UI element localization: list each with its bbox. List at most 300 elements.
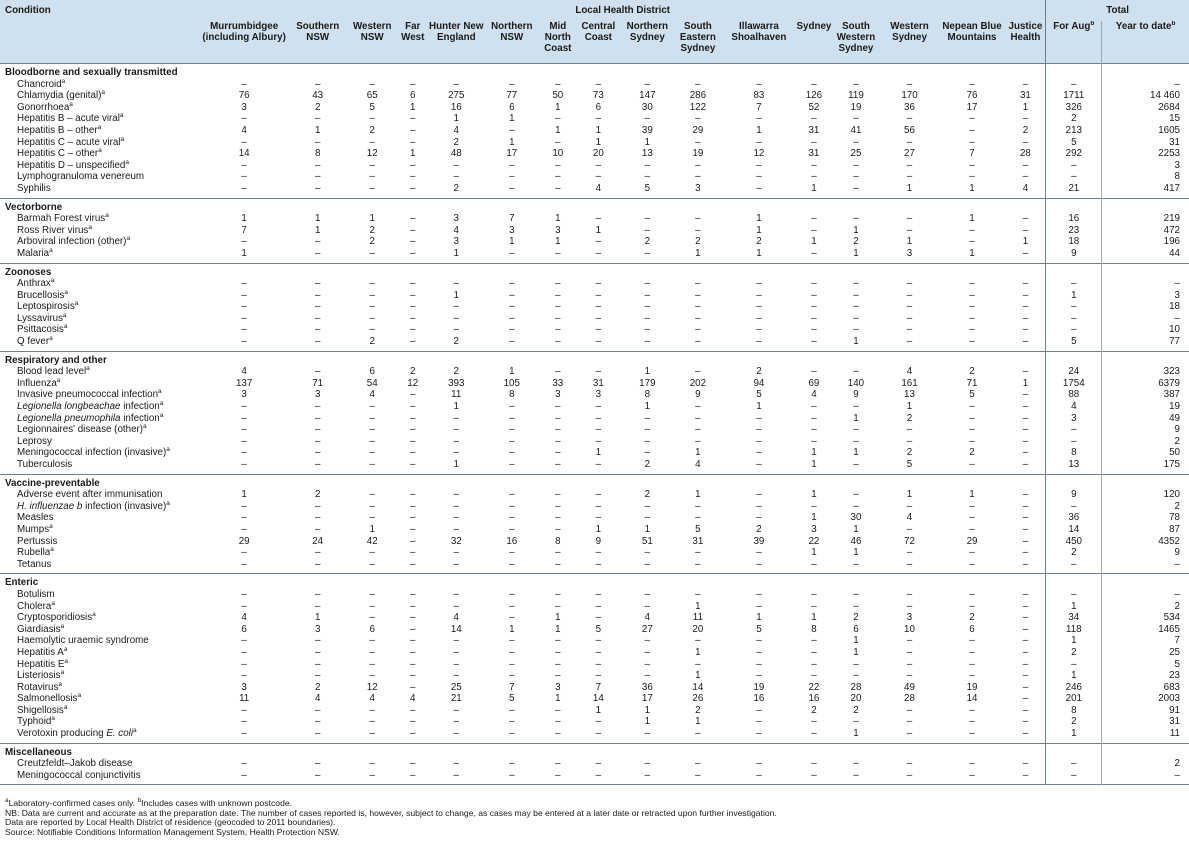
district-cell: – <box>241 600 247 612</box>
district-cell: – <box>969 758 975 770</box>
district-cell: – <box>241 588 247 600</box>
district-cell: – <box>595 758 602 770</box>
district-cell: – <box>695 136 701 148</box>
district-cell: – <box>811 113 817 125</box>
total-ytd-cell: 175 <box>1102 459 1189 474</box>
total-month-cell: 3 <box>1046 413 1102 425</box>
district-cell: 2 <box>644 459 651 470</box>
district-cell: – <box>241 769 247 781</box>
district-cell: – <box>369 78 375 90</box>
district-cell: 1 <box>969 489 975 501</box>
district-cell: – <box>369 658 375 670</box>
district-cell: – <box>595 324 602 336</box>
total-ytd-cell: 2 <box>1102 501 1189 513</box>
total-ytd-cell: 323 <box>1102 366 1189 378</box>
district-cell: – <box>555 289 561 301</box>
total-ytd-cell: 50 <box>1102 447 1189 459</box>
district-cell: 8 <box>555 535 561 547</box>
district-cell: – <box>906 324 913 336</box>
district-cell: 31 <box>692 535 704 547</box>
district-cell: – <box>241 182 247 194</box>
district-cell: – <box>595 716 602 728</box>
total-month-cell: 23 <box>1046 225 1102 237</box>
district-cell: 26 <box>692 693 704 705</box>
table-row <box>0 171 1189 183</box>
district-cell: – <box>314 301 321 313</box>
district-cell: – <box>314 716 321 728</box>
district-cell: 119 <box>848 90 864 102</box>
district-cell: – <box>644 558 651 570</box>
district-cell: – <box>644 171 651 183</box>
district-cell: 3 <box>509 224 515 236</box>
district-cell: – <box>453 489 459 501</box>
district-cell: – <box>410 489 416 501</box>
district-cell: – <box>314 182 321 194</box>
district-cell: – <box>314 459 321 470</box>
table-row <box>0 102 1189 114</box>
district-cell: – <box>1022 78 1029 90</box>
district-cell: – <box>756 512 762 524</box>
district-cell: – <box>695 159 701 171</box>
total-month-cell: 88 <box>1046 389 1102 401</box>
district-cell: 3 <box>314 389 321 401</box>
district-cell: – <box>314 769 321 781</box>
table-row <box>0 682 1189 694</box>
district-cell: 1 <box>453 247 459 259</box>
district-cell: 2 <box>644 489 651 501</box>
district-cell: – <box>555 758 561 770</box>
district-cell: – <box>410 523 416 535</box>
district-cell: – <box>509 336 515 348</box>
district-cell: – <box>644 512 651 524</box>
district-cell: – <box>369 500 375 512</box>
district-cell: 179 <box>639 377 656 389</box>
district-cell: – <box>369 459 375 470</box>
district-cell: – <box>555 459 561 470</box>
district-cell: – <box>853 159 859 171</box>
district-header-row <box>0 21 1189 64</box>
district-cell: – <box>314 366 321 378</box>
district-cell: – <box>595 646 602 658</box>
total-ytd-cell: 14 460 <box>1102 90 1189 102</box>
total-ytd-cell: – <box>1102 278 1189 290</box>
district-cell: 3 <box>241 101 247 113</box>
district-cell: – <box>695 289 701 301</box>
district-cell: 48 <box>450 148 462 160</box>
district-cell: – <box>811 716 817 728</box>
district-cell: – <box>509 646 515 658</box>
district-cell: 3 <box>453 213 459 225</box>
table-row <box>0 447 1189 459</box>
district-cell: 7 <box>509 681 515 693</box>
district-cell: – <box>595 512 602 524</box>
district-cell: – <box>314 670 321 682</box>
district-cell: – <box>595 728 602 740</box>
total-month-cell: – <box>1046 589 1102 601</box>
district-cell: 50 <box>552 90 564 102</box>
district-cell: 2 <box>756 366 762 378</box>
total-month-cell: – <box>1046 436 1102 448</box>
total-month-cell: 9 <box>1046 489 1102 501</box>
total-ytd-cell: 9 <box>1102 547 1189 559</box>
district-cell: – <box>756 424 762 436</box>
total-ytd-cell: 15 <box>1102 113 1189 125</box>
district-cell: – <box>644 278 651 290</box>
total-month-cell: 8 <box>1046 447 1102 459</box>
district-cell: 1 <box>555 213 561 225</box>
total-month-cell: 1754 <box>1046 378 1102 390</box>
header-spacer <box>0 21 200 64</box>
district-cell: – <box>509 278 515 290</box>
district-cell: – <box>410 78 416 90</box>
district-cell: 31 <box>1019 90 1031 102</box>
district-cell: – <box>453 424 459 436</box>
section-group <box>0 198 1189 263</box>
district-cell: – <box>906 558 913 570</box>
district-cell: – <box>969 716 975 728</box>
district-cell: 71 <box>312 377 324 389</box>
district-cell: – <box>695 301 701 313</box>
district-cell: 1 <box>853 412 859 424</box>
condition-name: Giardiasis$^a$ <box>17 623 65 635</box>
district-cell: – <box>241 512 247 524</box>
district-cell: – <box>811 401 817 413</box>
total-month-cell: 1711 <box>1046 90 1102 102</box>
lhd-group-header: Local Health District <box>200 0 1046 21</box>
district-cell: 2 <box>695 704 701 716</box>
district-cell: – <box>853 78 859 90</box>
district-cell: 5 <box>369 101 375 113</box>
district-cell: 6 <box>410 90 416 102</box>
district-cell: 1 <box>453 289 459 301</box>
district-cell: 20 <box>692 623 704 635</box>
district-cell: – <box>1022 512 1029 524</box>
district-cell: – <box>555 401 561 413</box>
district-cell: – <box>969 278 975 290</box>
district-cell: – <box>756 547 762 559</box>
district-cell: 286 <box>689 90 707 102</box>
district-cell: 4 <box>644 612 651 624</box>
district-cell: 17 <box>641 693 653 705</box>
district-cell: – <box>410 512 416 524</box>
district-cell: – <box>969 523 975 535</box>
district-cell: 1 <box>241 489 247 501</box>
district-cell: – <box>555 670 561 682</box>
district-cell: 2 <box>314 681 321 693</box>
condition-name: Haemolytic uraemic syndrome <box>17 635 149 647</box>
condition-name: Malaria$^a$ <box>17 247 53 259</box>
district-cell: 3 <box>555 389 561 401</box>
total-month-cell: – <box>1046 770 1102 785</box>
table-row <box>0 612 1189 624</box>
district-cell: – <box>509 635 515 647</box>
district-cell: – <box>369 547 375 559</box>
district-cell: – <box>369 182 375 194</box>
district-cell: – <box>756 447 762 459</box>
total-ytd-cell: 78 <box>1102 512 1189 524</box>
total-ytd-cell: 2253 <box>1102 148 1189 160</box>
total-month-cell: 213 <box>1046 125 1102 137</box>
district-cell: – <box>314 635 321 647</box>
district-cell: 17 <box>966 101 978 113</box>
condition-name: Invasive pneumococcal infection$^a$ <box>17 389 162 401</box>
district-cell: – <box>969 78 975 90</box>
condition-name: Lyssavirus$^a$ <box>17 312 67 324</box>
district-cell: – <box>1022 612 1029 624</box>
district-cell: – <box>695 588 701 600</box>
district-header: Northern Sydney <box>620 21 674 64</box>
condition-name: Cholera$^a$ <box>17 600 55 612</box>
district-cell: – <box>644 336 651 348</box>
district-cell: – <box>595 278 602 290</box>
district-cell: – <box>906 424 913 436</box>
district-cell: – <box>555 336 561 348</box>
district-cell: 1 <box>811 236 817 248</box>
district-cell: – <box>509 435 515 447</box>
district-cell: 2 <box>969 612 975 624</box>
district-cell: – <box>595 658 602 670</box>
district-cell: – <box>853 424 859 436</box>
table-header <box>0 0 1189 64</box>
district-cell: 137 <box>235 377 253 389</box>
total-ytd-cell: 23 <box>1102 670 1189 682</box>
district-cell: 3 <box>314 623 321 635</box>
district-cell: – <box>853 401 859 413</box>
total-month-cell: 34 <box>1046 612 1102 624</box>
condition-name: Rotavirus$^a$ <box>17 681 63 693</box>
district-cell: – <box>410 124 416 136</box>
district-cell: – <box>453 512 459 524</box>
condition-name: Meningococcal conjunctivitis <box>17 769 141 781</box>
district-cell: – <box>1022 558 1029 570</box>
district-cell: – <box>906 159 913 171</box>
district-cell: 1 <box>644 401 651 413</box>
total-ytd-cell: 18 <box>1102 301 1189 313</box>
district-cell: – <box>410 401 416 413</box>
condition-name: Hepatitis $E^a$ <box>17 658 68 670</box>
district-cell: – <box>595 547 602 559</box>
district-cell: – <box>410 728 416 740</box>
district-cell: – <box>410 424 416 436</box>
district-cell: – <box>969 459 975 470</box>
district-cell: 140 <box>847 377 865 389</box>
total-month-cell: 201 <box>1046 693 1102 705</box>
condition-name: Botulism <box>17 588 55 600</box>
district-cell: – <box>241 401 247 413</box>
total-ytd-cell: 1465 <box>1102 624 1189 636</box>
district-cell: 65 <box>366 90 378 102</box>
district-cell: 1 <box>756 213 762 225</box>
district-cell: 30 <box>641 101 653 113</box>
total-ytd-cell: 2 <box>1102 758 1189 770</box>
district-cell: 14 <box>238 148 250 160</box>
district-cell: – <box>906 136 913 148</box>
district-cell: – <box>853 171 859 183</box>
district-cell: – <box>969 124 975 136</box>
section-title: Miscellaneous <box>5 746 72 758</box>
district-cell: 54 <box>366 377 378 389</box>
district-cell: – <box>644 600 651 612</box>
district-cell: 5 <box>969 389 975 401</box>
district-cell: – <box>969 704 975 716</box>
section-group <box>0 263 1189 351</box>
district-cell: – <box>314 236 321 248</box>
district-cell: – <box>906 213 913 225</box>
table-row <box>0 589 1189 601</box>
district-cell: – <box>1022 278 1029 290</box>
district-cell: – <box>1022 670 1029 682</box>
district-cell: 4 <box>906 366 913 378</box>
district-cell: – <box>509 523 515 535</box>
district-cell: – <box>509 547 515 559</box>
district-cell: 31 <box>808 124 820 136</box>
district-cell: 22 <box>808 681 820 693</box>
district-cell: – <box>410 412 416 424</box>
district-cell: – <box>695 412 701 424</box>
district-cell: 1 <box>695 670 701 682</box>
district-cell: – <box>453 658 459 670</box>
district-cell: – <box>756 182 762 194</box>
district-cell: – <box>906 500 913 512</box>
district-header: Western NSW <box>347 21 397 64</box>
district-header: Mid North Coast <box>539 21 576 64</box>
district-cell: – <box>1022 769 1029 781</box>
section-header-row <box>0 198 1189 213</box>
district-cell: 1 <box>906 489 913 501</box>
condition-name: Meningococcal infection (invasive)$^a$ <box>17 447 170 459</box>
district-cell: 1 <box>756 401 762 413</box>
table-row <box>0 413 1189 425</box>
district-cell: 32 <box>450 535 462 547</box>
district-cell: – <box>811 646 817 658</box>
district-cell: – <box>1022 523 1029 535</box>
district-cell: 25 <box>850 148 862 160</box>
district-cell: 1 <box>1022 236 1029 248</box>
district-cell: – <box>369 716 375 728</box>
district-cell: – <box>555 312 561 324</box>
total-month-cell: 1 <box>1046 670 1102 682</box>
section-header-row <box>0 474 1189 489</box>
district-cell: 1 <box>853 447 859 459</box>
district-cell: – <box>1022 401 1029 413</box>
district-cell: – <box>644 588 651 600</box>
total-ytd-cell: 87 <box>1102 524 1189 536</box>
district-cell: – <box>811 312 817 324</box>
district-cell: – <box>509 600 515 612</box>
district-cell: – <box>811 171 817 183</box>
district-cell: 3 <box>241 681 247 693</box>
district-cell: – <box>410 612 416 624</box>
district-cell: – <box>644 113 651 125</box>
district-cell: – <box>811 224 817 236</box>
total-group-header: Total <box>1046 0 1189 21</box>
district-cell: – <box>410 623 416 635</box>
district-cell: – <box>509 324 515 336</box>
district-cell: 1 <box>453 401 459 413</box>
total-ytd-cell: 387 <box>1102 389 1189 401</box>
district-cell: – <box>410 159 416 171</box>
district-cell: – <box>695 113 701 125</box>
district-cell: 14 <box>692 681 704 693</box>
district-cell: – <box>241 424 247 436</box>
district-cell: 1 <box>555 623 561 635</box>
district-cell: 39 <box>641 124 653 136</box>
district-cell: – <box>969 324 975 336</box>
district-cell: 3 <box>595 389 602 401</box>
table-row <box>0 635 1189 647</box>
district-cell: – <box>969 301 975 313</box>
district-cell: – <box>369 289 375 301</box>
district-cell: – <box>555 728 561 740</box>
total-ytd-cell: 9 <box>1102 424 1189 436</box>
district-cell: – <box>756 704 762 716</box>
district-cell: – <box>906 336 913 348</box>
district-cell: 1 <box>695 489 701 501</box>
total-ytd-cell: 25 <box>1102 647 1189 659</box>
district-cell: 83 <box>753 90 765 102</box>
district-cell: – <box>969 646 975 658</box>
district-cell: 28 <box>1019 148 1031 160</box>
district-cell: – <box>1022 424 1029 436</box>
district-cell: 16 <box>506 535 518 547</box>
district-cell: 2 <box>1022 124 1029 136</box>
district-cell: – <box>410 213 416 225</box>
table-row <box>0 728 1189 743</box>
table-row <box>0 459 1189 474</box>
district-cell: 1 <box>595 447 602 459</box>
district-cell: – <box>241 159 247 171</box>
district-cell: – <box>453 523 459 535</box>
district-cell: – <box>509 558 515 570</box>
district-cell: 1 <box>853 547 859 559</box>
total-month-cell: 8 <box>1046 705 1102 717</box>
district-cell: – <box>695 366 701 378</box>
table-row <box>0 401 1189 413</box>
district-cell: – <box>453 670 459 682</box>
district-cell: 27 <box>641 623 653 635</box>
district-cell: – <box>644 247 651 259</box>
total-ytd-cell: 2 <box>1102 436 1189 448</box>
district-cell: – <box>241 278 247 290</box>
district-cell: 1 <box>811 489 817 501</box>
section-header-row <box>0 351 1189 366</box>
district-cell: 1 <box>314 213 321 225</box>
condition-name: Leptospirosis$^a$ <box>17 301 79 313</box>
total-month-cell: 292 <box>1046 148 1102 160</box>
district-cell: 72 <box>904 535 915 547</box>
district-cell: 2 <box>314 101 321 113</box>
district-cell: – <box>811 247 817 259</box>
district-cell: – <box>369 312 375 324</box>
district-cell: – <box>644 547 651 559</box>
district-cell: – <box>853 658 859 670</box>
district-cell: – <box>509 301 515 313</box>
table-row <box>0 716 1189 728</box>
district-cell: 1 <box>509 366 515 378</box>
district-cell: 202 <box>689 377 707 389</box>
district-cell: – <box>314 558 321 570</box>
district-cell: – <box>555 635 561 647</box>
district-cell: – <box>509 289 515 301</box>
district-cell: – <box>595 289 602 301</box>
district-cell: – <box>555 78 561 90</box>
condition-name: Q fever$^a$ <box>17 336 53 348</box>
district-cell: 69 <box>808 377 820 389</box>
condition-name: Blood lead level$^a$ <box>17 366 90 378</box>
condition-name: Tuberculosis <box>17 459 73 470</box>
table-row <box>0 758 1189 770</box>
district-cell: 2 <box>369 224 375 236</box>
